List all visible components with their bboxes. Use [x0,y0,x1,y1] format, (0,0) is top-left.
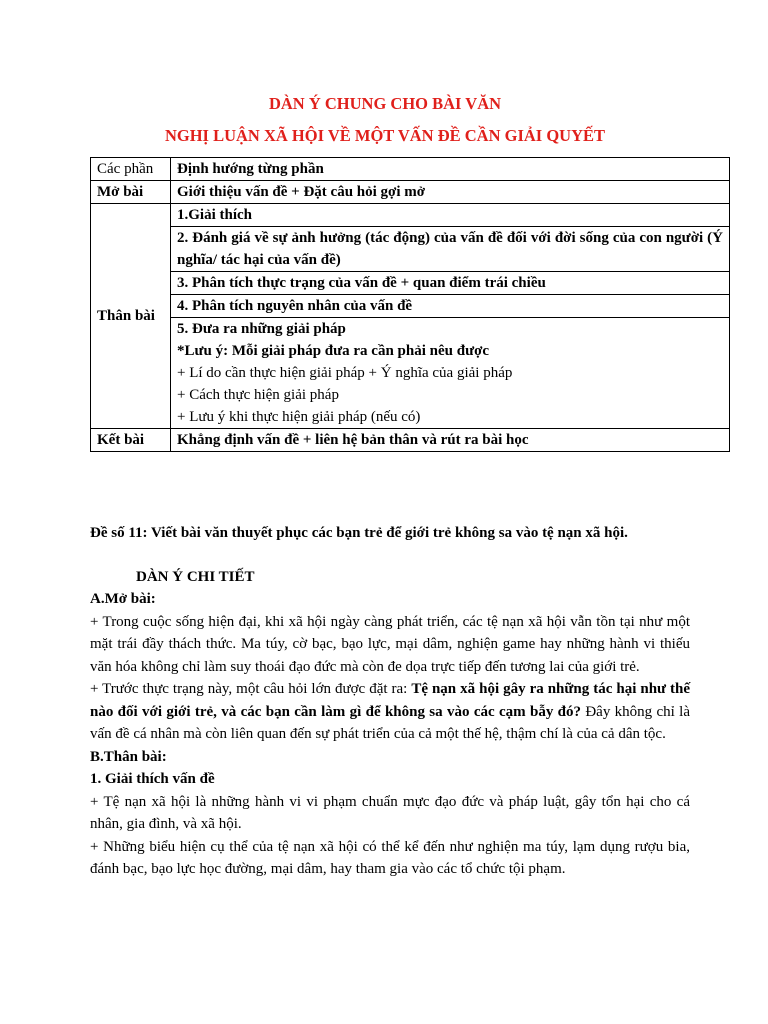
than-bai-item-5 [171,318,730,429]
p2-question: Tệ nạn xã hội gây ra những tác hại như thế nào đối với giới trẻ, và các bạn cần làm gì để không sa vào các cạm bẫy đó? [90,681,691,720]
section-a-heading: A.Mở bài: [90,591,156,607]
than-bai-label: Thân bài [91,204,171,429]
than-bai-item-1: 1.Giải thích [171,204,730,227]
ket-bai-content: Khẳng định vấn đề + liên hệ bản thân và rút ra bài học [171,429,730,452]
than-bai-item-2: 2. Đánh giá về sự ảnh hưởng (tác động) của vấn đề đối với đời sống của con người (Ý nghĩa/ tác hại của vấn đề) [171,227,730,272]
section-b-heading: B.Thân bài: [90,748,167,765]
mo-bai-content: Giới thiệu vấn đề + Đặt câu hỏi gợi mở [171,181,730,204]
solutions-title: 5. Đưa ra những giải pháp [177,321,346,337]
solutions-item-2: + Cách thực hiện giải pháp [177,387,339,403]
header-col-parts: Các phần [91,158,171,181]
outline-table [90,157,730,452]
ket-bai-label: Kết bài [91,429,171,452]
table-row-ket-bai [91,429,730,452]
solutions-note: *Lưu ý: Mỗi giải pháp đưa ra cần phải nêu được [177,343,490,359]
solutions-item-3: + Lưu ý khi thực hiện giải pháp (nếu có) [177,409,421,425]
detail-content [90,588,690,881]
table-row-mo-bai [91,181,730,204]
table-row-than-bai-4 [91,295,730,318]
section-a-paragraph-1: + Trong cuộc sống hiện đại, khi xã hội ngày càng phát triển, các tệ nạn xã hội vẫn tồn tại như một mặt trái đầy thách thức. Ma túy, cờ bạc, bạo lực, mại dâm, nghiện game hay những hành vi thiếu văn hóa không chỉ làm suy thoái đạo đức mà còn đe dọa trực tiếp đến tương lai của giới trẻ. [90,613,690,675]
table-header-row [91,158,730,181]
table-row-than-bai-2 [91,227,730,272]
title-line-1: DÀN Ý CHUNG CHO BÀI VĂN [268,94,502,113]
table-row-than-bai-1 [91,204,730,227]
table-row-than-bai-5 [91,318,730,429]
mo-bai-label: Mở bài [91,181,171,204]
header-col-direction: Định hướng từng phần [171,158,730,181]
section-b-paragraph-1: + Tệ nạn xã hội là những hành vi vi phạm chuẩn mực đạo đức và pháp luật, gây tổn hại cho cá nhân, gia đình, và xã hội. [90,793,690,832]
p2-end: Đây không chỉ là vấn đề cá nhân mà còn liên quan đến sự phát triển của cả một thế hệ, thậm chí là của cả dân tộc. [90,703,691,742]
section-b-sub-1: 1. Giải thích vấn đề [90,771,215,787]
detail-title: DÀN Ý CHI TIẾT [136,569,255,585]
topic-statement: Đề số 11: Viết bài văn thuyết phục các bạn trẻ để giới trẻ không sa vào tệ nạn xã hội. [90,525,628,541]
section-b-paragraph-2: + Những biểu hiện cụ thể của tệ nạn xã hội có thể kể đến như nghiện ma túy, lạm dụng rượu bia, đánh bạc, bạo lực học đường, mại dâm, hay tham gia vào các tổ chức tội phạm. [90,838,690,877]
title-line-2: NGHỊ LUẬN XÃ HỘI VỀ MỘT VẤN ĐỀ CẦN GIẢI QUYẾT [164,126,606,145]
solutions-item-1: + Lí do cần thực hiện giải pháp + Ý nghĩa của giải pháp [177,365,513,381]
p2-start: + Trước thực trạng này, một câu hỏi lớn được đặt ra: [90,681,412,697]
than-bai-item-4: 4. Phân tích nguyên nhân của vấn đề [171,295,730,318]
than-bai-item-3: 3. Phân tích thực trạng của vấn đề + quan điểm trái chiều [171,272,730,295]
table-row-than-bai-3 [91,272,730,295]
section-a-paragraph-2 [90,678,690,746]
